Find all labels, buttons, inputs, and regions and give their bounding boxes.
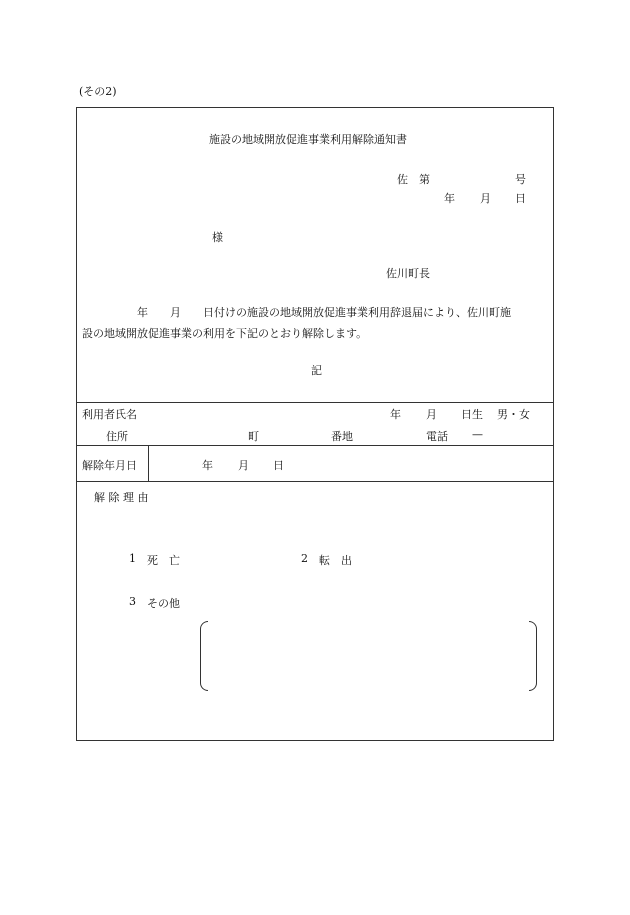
birth-month-label: 月: [426, 408, 437, 421]
divider-reason: [76, 481, 554, 482]
reason-label: 解 除 理 由: [94, 491, 149, 504]
reason-option-2-number: 2: [301, 552, 308, 565]
issue-date-month: 月: [480, 192, 491, 205]
divider-user-section: [76, 402, 554, 403]
reason-option-1-number: 1: [129, 552, 136, 565]
address-label: 住所: [106, 430, 128, 443]
notice-body-line-1: 年 月 日付けの施設の地域開放促進事業利用辞退届により、佐川町施: [82, 306, 511, 319]
other-reason-bracket-left: [200, 621, 208, 691]
reason-option-3-text: その他: [147, 597, 180, 610]
form-number-label: (その2): [79, 85, 117, 98]
issuer-name: 佐川町長: [386, 267, 430, 280]
cancel-date-cell-divider: [148, 445, 149, 481]
phone-label: 電話: [426, 430, 448, 443]
town-label: 町: [248, 430, 259, 443]
reference-suffix: 号: [515, 173, 526, 186]
reference-prefix: 佐 第: [397, 173, 430, 186]
notice-body: [82, 302, 547, 344]
reason-option-3-number: 3: [129, 595, 136, 608]
cancel-date-year: 年: [202, 459, 213, 472]
user-name-label: 利用者氏名: [82, 408, 137, 421]
reason-option-2-text: 転 出: [319, 554, 352, 567]
gender-options: 男・女: [497, 408, 530, 421]
issue-date-day: 日: [515, 192, 526, 205]
note-label: 記: [311, 364, 322, 377]
reason-option-1-text: 死 亡: [147, 554, 180, 567]
addressee-suffix: 様: [212, 231, 223, 244]
notice-body-line-2: 設の地域開放促進事業の利用を下記のとおり解除します。: [82, 327, 368, 340]
lot-label: 番地: [331, 430, 353, 443]
cancel-date-day: 日: [273, 459, 284, 472]
issue-date-year: 年: [444, 192, 455, 205]
birth-day-label: 日生: [461, 408, 483, 421]
document-title: 施設の地域開放促進事業利用解除通知書: [209, 133, 407, 146]
cancel-date-month: 月: [238, 459, 249, 472]
phone-dash: —: [472, 428, 483, 441]
other-reason-bracket-right: [529, 621, 537, 691]
cancel-date-label: 解除年月日: [82, 459, 137, 472]
birth-year-label: 年: [390, 408, 401, 421]
